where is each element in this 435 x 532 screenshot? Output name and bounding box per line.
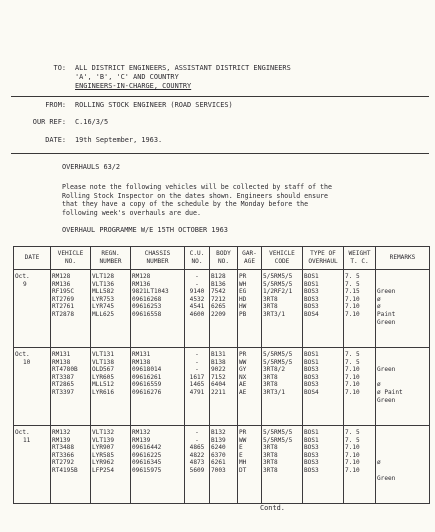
cell-line: 09616345 <box>132 459 162 467</box>
cell-line: PR <box>239 273 247 280</box>
cell-line: AE <box>239 388 247 396</box>
cell-line: RM132 <box>52 429 71 436</box>
cell-line: 7.10 <box>345 373 360 381</box>
cell-line: - <box>195 358 199 366</box>
cell-line: B139 <box>211 436 226 444</box>
cell-line: BOS3 <box>304 366 319 374</box>
cell-line: RT2878 <box>52 310 75 318</box>
cell-line: 6404 <box>211 381 226 389</box>
cell-line: 7.10 <box>345 310 360 318</box>
cell-line: 1/2RF2/1 <box>263 288 293 296</box>
vehicle-cell <box>51 270 91 348</box>
cell-line: 3RT8 <box>263 295 278 303</box>
regn-cell <box>91 270 131 348</box>
cell-line: 5/5RM5/5 <box>263 280 293 288</box>
table-row <box>14 426 430 504</box>
table-header-row <box>14 247 430 270</box>
cell-line: 3RT8 <box>263 303 278 311</box>
col-header-regn: REGN. NUMBER <box>91 247 131 270</box>
programme-title: OVERHAUL PROGRAMME W/E 15TH OCTOBER 1963 <box>62 226 228 234</box>
cell-line: 7.10 <box>345 466 360 474</box>
cell-line <box>377 351 428 359</box>
cell-line: ø <box>377 295 381 303</box>
cell-line <box>377 374 428 382</box>
cell-line: LYR616 <box>92 388 115 396</box>
overhauls-heading: OVERHAULS 63/2 <box>62 163 121 171</box>
cell-line: 7.15 <box>345 288 360 296</box>
col-header-date: DATE <box>14 247 51 270</box>
overhaul-cell <box>303 348 344 426</box>
table-row <box>14 270 430 348</box>
col-header-cu: C.U. NO. <box>185 247 210 270</box>
weight-cell <box>344 348 376 426</box>
body-cell <box>210 270 238 348</box>
cell-line: VLT136 <box>92 280 115 288</box>
cell-line: RT2792 <box>52 459 75 467</box>
cell-line: VLT138 <box>92 358 115 366</box>
cell-line: 7.10 <box>345 444 360 452</box>
cell-line <box>377 444 428 452</box>
cell-line: GY <box>239 366 247 374</box>
cell-line: 3RT8 <box>263 466 278 474</box>
cell-line <box>377 437 428 445</box>
from-label: FROM: <box>45 101 66 109</box>
cell-line: 4791 <box>189 388 205 396</box>
cell-line: VLT139 <box>92 436 115 444</box>
cell-line: 7542 <box>211 288 226 296</box>
cell-line: RT3488 <box>52 444 75 452</box>
garage-cell <box>238 348 262 426</box>
cell-line: RM131 <box>52 351 71 358</box>
cell-line: BOS3 <box>304 466 319 474</box>
col-header-vehicle: VEHICLE NO. <box>51 247 91 270</box>
cell-line: 7.10 <box>345 388 360 396</box>
cell-line: B138 <box>211 358 226 366</box>
cell-line: 7152 <box>211 373 226 381</box>
weight-cell <box>344 426 376 504</box>
chassis-cell <box>131 426 185 504</box>
cell-line: E <box>239 451 243 459</box>
col-header-code: VEHICLE CODE <box>262 247 303 270</box>
cell-line: MH <box>239 459 247 467</box>
cell-line: 09615975 <box>132 466 162 474</box>
cell-line: 09618014 <box>132 366 162 374</box>
cell-line: ø Paint <box>377 388 403 396</box>
cell-line: 09616225 <box>132 451 162 459</box>
body-cell <box>210 348 238 426</box>
table-row <box>14 348 430 426</box>
cell-line: BOS3 <box>304 295 319 303</box>
cell-line: 1617 <box>189 373 205 381</box>
cell-line: - <box>195 429 199 436</box>
remarks-cell <box>376 348 430 426</box>
cell-line: ø <box>377 303 381 311</box>
cell-line: 7003 <box>211 466 226 474</box>
from-value: ROLLING STOCK ENGINEER (ROAD SERVICES) <box>75 101 233 109</box>
cu-cell <box>185 426 210 504</box>
cell-line: 9140 <box>189 288 205 296</box>
cell-line: RT3387 <box>52 373 75 381</box>
cell-line: 6265 <box>211 303 226 311</box>
date-cell: Oct. 9 <box>14 270 51 348</box>
cell-line: 7.10 <box>345 381 360 389</box>
cell-line: 7.10 <box>345 459 360 467</box>
to-line-3: ENGINEERS-IN-CHARGE, COUNTRY <box>75 82 192 90</box>
cell-line: MLL582 <box>92 288 115 296</box>
cell-line: 09616253 <box>132 303 162 311</box>
cell-line: 3RT3/1 <box>263 388 286 396</box>
cell-line: 3RT8 <box>263 373 278 381</box>
cell-line: 5/5RM5/5 <box>263 429 293 436</box>
cell-line: - <box>195 366 199 374</box>
cell-line: BOS1 <box>304 429 319 436</box>
cell-line: 3RT8 <box>263 381 278 389</box>
paragraph-line: Rolling Stock Inspector on the dates shown. Engineers should ensure <box>62 191 328 200</box>
regn-cell <box>91 426 131 504</box>
chassis-cell <box>131 270 185 348</box>
cell-line: BOS3 <box>304 373 319 381</box>
cell-line: DT <box>239 466 247 474</box>
cell-line: NX <box>239 373 247 381</box>
to-line-2: 'A', 'B', 'C' AND COUNTRY <box>75 73 179 81</box>
cell-line: ø <box>377 459 381 467</box>
cell-line: PR <box>239 429 247 436</box>
cell-line: PR <box>239 351 247 358</box>
cell-line: 7. 5 <box>345 351 360 358</box>
cell-line: - <box>195 280 199 288</box>
cell-line <box>377 452 428 460</box>
cell-line: 09616276 <box>132 388 162 396</box>
cell-line: BOS3 <box>304 381 319 389</box>
overhaul-table <box>13 246 430 504</box>
cell-line: 4600 <box>189 310 205 318</box>
col-header-remarks: REMARKS <box>376 247 430 270</box>
instruction-paragraph <box>62 183 402 217</box>
cell-line: BOS3 <box>304 444 319 452</box>
cell-line: RM128 <box>52 273 71 280</box>
cell-line: 3RT8 <box>263 451 278 459</box>
cell-line: RM132 <box>132 429 151 436</box>
cell-line <box>377 359 428 367</box>
cell-line: RM136 <box>52 280 71 288</box>
cell-line: LYR745 <box>92 303 115 311</box>
cell-line: WW <box>239 436 247 444</box>
cell-line: Green <box>377 366 396 374</box>
cell-line: RM131 <box>132 351 151 358</box>
cell-line: HD <box>239 295 247 303</box>
cell-line: 3RT8 <box>263 459 278 467</box>
cell-line: MLL625 <box>92 310 115 318</box>
cell-line: - <box>195 351 199 358</box>
cell-line: 1465 <box>189 381 205 389</box>
cell-line: BOS4 <box>304 388 319 396</box>
cell-line: LFP254 <box>92 466 115 474</box>
cell-line: 09616442 <box>132 444 162 452</box>
cell-line: 4865 <box>189 444 205 452</box>
cell-line: WW <box>239 358 247 366</box>
cell-line: PB <box>239 310 247 318</box>
cell-line: 6261 <box>211 459 226 467</box>
col-header-chassis: CHASSIS NUMBER <box>131 247 185 270</box>
cell-line: VLT131 <box>92 351 115 358</box>
date-label: DATE: <box>45 136 66 144</box>
cell-line: 09616558 <box>132 310 162 318</box>
cell-line: RT3397 <box>52 388 75 396</box>
cell-line: 09616559 <box>132 381 162 389</box>
garage-cell <box>238 426 262 504</box>
cell-line: 3RT8 <box>263 444 278 452</box>
cell-line: RT4780B <box>52 366 78 374</box>
code-cell <box>262 348 303 426</box>
cell-line: HW <box>239 303 247 311</box>
cell-line: BOS3 <box>304 451 319 459</box>
overhaul-cell <box>303 426 344 504</box>
cell-line: VLT128 <box>92 273 115 280</box>
cell-line: BOS3 <box>304 288 319 296</box>
cell-line: VLT132 <box>92 429 115 436</box>
cell-line: 7. 5 <box>345 429 360 436</box>
cell-line: 7. 5 <box>345 280 360 288</box>
cell-line: - <box>195 436 199 444</box>
vehicle-cell <box>51 426 91 504</box>
cu-cell <box>185 270 210 348</box>
cell-line: BOS1 <box>304 280 319 288</box>
to-label: TO: <box>53 64 66 72</box>
cell-line: 09616261 <box>132 373 162 381</box>
remarks-cell <box>376 426 430 504</box>
cu-cell <box>185 348 210 426</box>
cell-line: MLL512 <box>92 381 115 389</box>
cell-line: 5609 <box>189 466 205 474</box>
cell-line: RM138 <box>132 358 151 366</box>
cell-line: 6240 <box>211 444 226 452</box>
date-cell: Oct. 10 <box>14 348 51 426</box>
cell-line: EG <box>239 288 247 296</box>
ref-label: OUR REF: <box>32 118 66 126</box>
cell-line: 3RT3/1 <box>263 310 286 318</box>
cell-line: Green <box>377 396 396 404</box>
cell-line: Paint <box>377 310 396 318</box>
to-line-1: ALL DISTRICT ENGINEERS, ASSISTANT DISTRICT ENGINEERS <box>75 64 291 72</box>
cell-line: 2209 <box>211 310 226 318</box>
cell-line: 9821LT1043 <box>132 288 169 296</box>
cell-line: 7.10 <box>345 303 360 311</box>
cell-line: E <box>239 444 243 452</box>
cell-line: BOS1 <box>304 351 319 358</box>
cell-line: BOS4 <box>304 310 319 318</box>
cell-line <box>377 273 428 281</box>
garage-cell <box>238 270 262 348</box>
cell-line: ø <box>377 381 381 389</box>
cell-line: 09616268 <box>132 295 162 303</box>
cell-line: BOS1 <box>304 358 319 366</box>
col-header-body: BODY NO. <box>210 247 238 270</box>
continued-note: Contd. <box>260 504 285 512</box>
cell-line: RM136 <box>132 280 151 288</box>
cell-line: RM139 <box>132 436 151 444</box>
cell-line: 7.10 <box>345 366 360 374</box>
cell-line: WH <box>239 280 247 288</box>
cell-line: B136 <box>211 280 226 288</box>
cell-line: - <box>195 273 199 280</box>
cell-line: AE <box>239 381 247 389</box>
cell-line: 7. 5 <box>345 273 360 280</box>
cell-line: 4532 <box>189 295 205 303</box>
cell-line: 7212 <box>211 295 226 303</box>
date-cell: Oct. 11 <box>14 426 51 504</box>
rule-2 <box>11 153 429 154</box>
cell-line: LYR605 <box>92 373 115 381</box>
cell-line: BOS1 <box>304 273 319 280</box>
col-header-weight: WEIGHT T. C. <box>344 247 376 270</box>
cell-line <box>377 281 428 289</box>
cell-line <box>377 429 428 437</box>
cell-line: LYR962 <box>92 459 115 467</box>
cell-line: RT3366 <box>52 451 75 459</box>
cell-line: 9022 <box>211 366 226 374</box>
cell-line: 5/5RM5/5 <box>263 351 293 358</box>
overhaul-cell <box>303 270 344 348</box>
cell-line: 4873 <box>189 459 205 467</box>
cell-line: LYR907 <box>92 444 115 452</box>
cell-line: RT2769 <box>52 295 75 303</box>
cell-line: B131 <box>211 351 226 358</box>
col-header-garage: GAR-AGE <box>238 247 262 270</box>
cell-line: RM138 <box>52 358 71 366</box>
paragraph-line: that they have a copy of the schedule by the Monday before the <box>62 200 309 209</box>
cell-line: RT2761 <box>52 303 75 311</box>
weight-cell <box>344 270 376 348</box>
cell-line: 5/5RM5/5 <box>263 273 293 280</box>
cell-line: Green <box>377 318 396 326</box>
cell-line: 4541 <box>189 303 205 311</box>
rule-1 <box>11 96 429 97</box>
cell-line: Green <box>377 474 396 482</box>
cell-line: 5/5RM5/5 <box>263 358 293 366</box>
cell-line: 6370 <box>211 451 226 459</box>
paragraph-line: following week's overhauls are due. <box>62 208 201 217</box>
cell-line: 5/5RM5/5 <box>263 436 293 444</box>
cell-line: RT4195B <box>52 466 78 474</box>
body-cell <box>210 426 238 504</box>
chassis-cell <box>131 348 185 426</box>
cell-line: 7.10 <box>345 451 360 459</box>
cell-line: Green <box>377 288 396 296</box>
cell-line: BOS3 <box>304 459 319 467</box>
col-header-overhaul: TYPE OF OVERHAUL <box>303 247 344 270</box>
cell-line: RM139 <box>52 436 71 444</box>
code-cell <box>262 426 303 504</box>
cell-line: LYR585 <box>92 451 115 459</box>
cell-line: RT2865 <box>52 381 75 389</box>
cell-line: B132 <box>211 429 226 436</box>
cell-line: 7.10 <box>345 295 360 303</box>
cell-line <box>377 467 428 475</box>
cell-line: OLD567 <box>92 366 115 374</box>
vehicle-cell <box>51 348 91 426</box>
cell-line: 4822 <box>189 451 205 459</box>
date-value: 19th September, 1963. <box>75 136 163 144</box>
cell-line: LYR753 <box>92 295 115 303</box>
cell-line: RF195C <box>52 288 75 296</box>
cell-line: BOS1 <box>304 436 319 444</box>
cell-line: 7. 5 <box>345 436 360 444</box>
cell-line: BOS3 <box>304 303 319 311</box>
cell-line: RM128 <box>132 273 151 280</box>
remarks-cell <box>376 270 430 348</box>
code-cell <box>262 270 303 348</box>
cell-line: B128 <box>211 273 226 280</box>
paragraph-line: Please note the following vehicles will be collected by staff of the <box>62 183 332 191</box>
cell-line: 3RT8/2 <box>263 366 286 374</box>
cell-line: 2211 <box>211 388 226 396</box>
regn-cell <box>91 348 131 426</box>
cell-line: 7. 5 <box>345 358 360 366</box>
ref-value: C.16/3/5 <box>75 118 109 126</box>
